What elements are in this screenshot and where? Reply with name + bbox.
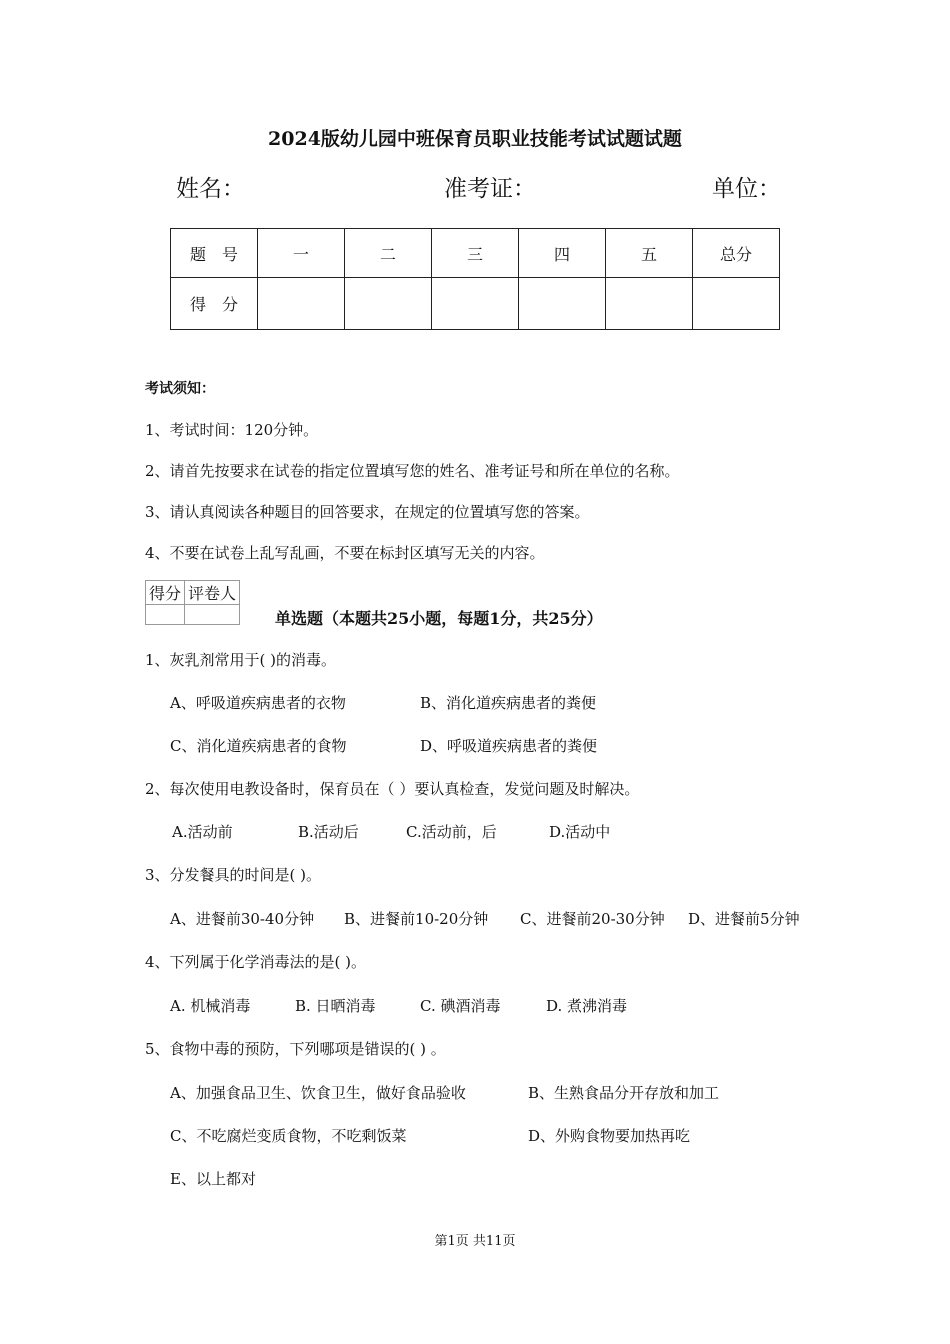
section-title: 单选题（本题共25小题，每题1分，共25分） — [275, 609, 603, 628]
notice-heading: 考试须知： — [145, 381, 215, 397]
question-option: D. 煮沸消毒 — [546, 997, 628, 1015]
score-cell[interactable] — [519, 278, 606, 330]
question-option: C、消化道疾病患者的食物 — [170, 737, 347, 755]
grader-box — [145, 580, 240, 625]
page-title: 2024版幼儿园中班保育员职业技能考试试题试题 — [268, 128, 682, 150]
question-stem: 4、下列属于化学消毒法的是( )。 — [145, 953, 367, 971]
question-stem: 3、分发餐具的时间是( )。 — [145, 866, 322, 884]
question-option: A.活动前 — [172, 823, 233, 841]
question-stem: 2、每次使用电教设备时，保育员在（ ）要认真检查，发觉问题及时解决。 — [145, 780, 640, 798]
score-cell[interactable] — [606, 278, 693, 330]
question-option: A、呼吸道疾病患者的衣物 — [170, 694, 346, 712]
score-table-header-cell: 五 — [606, 229, 693, 278]
notice-item: 4、不要在试卷上乱写乱画，不要在标封区填写无关的内容。 — [145, 544, 545, 562]
grader-name-cell[interactable] — [185, 605, 240, 625]
score-table-header-cell: 二 — [345, 229, 432, 278]
score-table-header-cell: 总分 — [693, 229, 780, 278]
notice-item: 3、请认真阅读各种题目的回答要求，在规定的位置填写您的答案。 — [145, 503, 590, 521]
question-option: B.活动后 — [298, 823, 359, 841]
score-cell[interactable] — [693, 278, 780, 330]
grader-box-score-label: 得分 — [146, 581, 185, 605]
score-table-header-cell: 三 — [432, 229, 519, 278]
exam-id-field-label: 准考证： — [444, 176, 536, 202]
name-field-label: 姓名： — [176, 176, 245, 202]
question-option: B. 日晒消毒 — [295, 997, 376, 1015]
grader-box-blank-row — [146, 605, 240, 625]
page-footer: 第1页 共11页 — [434, 1234, 516, 1249]
score-table-score-row — [171, 278, 780, 330]
question-option: B、消化道疾病患者的粪便 — [420, 694, 597, 712]
question-option: D、呼吸道疾病患者的粪便 — [420, 737, 598, 755]
notice-item: 1、考试时间：120分钟。 — [145, 421, 319, 439]
score-table-row-label: 得 分 — [171, 278, 258, 330]
question-option: C、进餐前20-30分钟 — [520, 910, 665, 928]
score-table-header-cell: 题 号 — [171, 229, 258, 278]
notice-item: 2、请首先按要求在试卷的指定位置填写您的姓名、准考证号和所在单位的名称。 — [145, 462, 680, 480]
unit-field-label: 单位： — [712, 176, 781, 202]
question-option: D、外购食物要加热再吃 — [528, 1127, 691, 1145]
question-stem: 5、食物中毒的预防，下列哪项是错误的( ) 。 — [145, 1040, 446, 1058]
question-option: C. 碘酒消毒 — [420, 997, 501, 1015]
question-option: A、加强食品卫生、饮食卫生，做好食品验收 — [170, 1084, 466, 1102]
question-option: D.活动中 — [549, 823, 611, 841]
score-cell[interactable] — [345, 278, 432, 330]
score-table-header-cell: 四 — [519, 229, 606, 278]
score-cell[interactable] — [432, 278, 519, 330]
question-option: E、以上都对 — [170, 1170, 256, 1188]
question-option: C.活动前，后 — [406, 823, 497, 841]
grader-box-header-row — [146, 581, 240, 605]
score-table — [170, 228, 780, 330]
question-option: A、进餐前30-40分钟 — [170, 910, 315, 928]
score-table-header-cell: 一 — [258, 229, 345, 278]
question-option: B、生熟食品分开存放和加工 — [528, 1084, 720, 1102]
question-option: A. 机械消毒 — [170, 997, 251, 1015]
question-option: D、进餐前5分钟 — [688, 910, 800, 928]
grader-score-cell[interactable] — [146, 605, 185, 625]
grader-box-grader-label: 评卷人 — [185, 581, 240, 605]
score-table-header-row — [171, 229, 780, 278]
question-option: C、不吃腐烂变质食物，不吃剩饭菜 — [170, 1127, 407, 1145]
question-stem: 1、灰乳剂常用于( )的消毒。 — [145, 651, 337, 669]
question-option: B、进餐前10-20分钟 — [344, 910, 489, 928]
score-cell[interactable] — [258, 278, 345, 330]
